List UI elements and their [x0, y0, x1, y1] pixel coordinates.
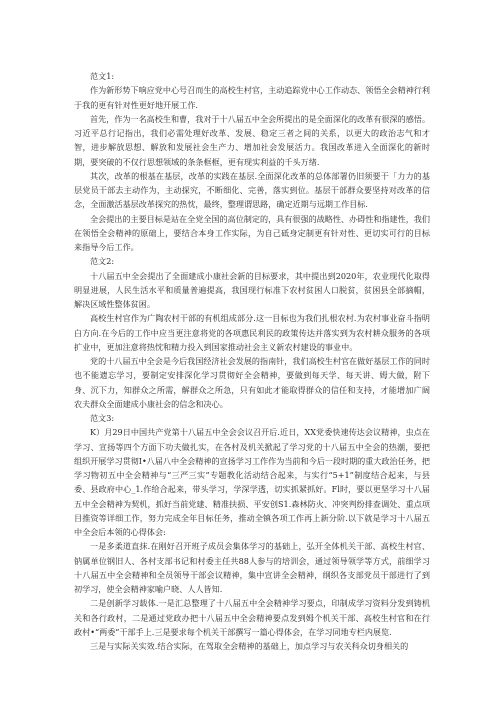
- body-paragraph: 作为新形势下响应党中心号召而生的高校生村官，主动追踪党中心工作动态、领悟全会精神行利于我的更有针对性更好地开展工作.: [74, 85, 430, 110]
- document-body: [74, 69, 430, 653]
- body-paragraph: 三是与实际关实效.结合实际，在驾取全会精神的基础上，加点学习与农关科众切身相关的: [90, 641, 409, 651]
- body-paragraph: 党的十八届五中全会是今后我国经济社会发展的指南针，我们高校生村官在做好基层工作的同时也不能遗忘学习，要制定安排深化学习贯彻好全会精神，要做到每天学、每天讲、姆大做，附下身、沉下力，知群众之所需，解群众之所急，只有如此才能取得群众的信任和支持，才能增加广阔农夫群众全面建成小康社会的信念和决心。: [74, 356, 430, 409]
- body-paragraph: 十八届五中全会提出了全面建成小康社会新的目标要求，其中提出到2020年，农业现代化取得明显进展，人民生活水平和质量普遍提高，我国现行标准下农村贫困人口脱贫，贫困县全部摘帽，解决区域性整体贫困。: [74, 270, 430, 309]
- section-heading: 范文1:: [90, 71, 115, 81]
- section-heading: 范文3:: [90, 413, 115, 423]
- body-paragraph: K）月29日中国共产党第十八届五中全会会议召开后.近日，XX党委快速传达会议精神，虫点在学习、宣扬等四个方面下功夫做扎实，在各村及机关掀起了学习党的十八届五中全会的热潮，要把组织开展学习贯彻I•八届八中全会精神的宣扬学习工作作为当前和今后一段时期的重大政治任务，把学习物初五中全会精神与“三严三实”专题教化活动结合起来，与实行“5+1”制度结合起来，与县委、县政府中心_1.作给合起来，带头学习，学深学透，切实抓紧抓好。Fl时，要以更坚学习十八届五中全会精神为契机，抓好当前党建、精准扶损、平安创S1.森林防火、冲突判纷排查调处、重点项目推资等详细工作，努力完成全年目标任务，推动全镇各项工作再上新分阶.以下就是学习十八届五中全会后本领的心得体会:: [74, 427, 431, 537]
- section-heading: 范文2:: [90, 256, 115, 267]
- body-paragraph: 一是多柔道直抹.在刚好召开班子成员会集体学习的基础上，弘开全体机关干部、高校生村官、钠属单位钢旧人、各村支部书记和村委主任共88人参与的培训会，通过领导领学等方式，前细学习十八届五中全会精神和全员领导干部会议精神，集中宣讲全会精神，纲织各支部党员干部进行了到初学习，使全会精神家喻户晓、人人皆知.: [74, 541, 430, 594]
- body-paragraph: 高校生村官作为广陶农村干部的有机组成部分.这一目标也为我们扎根农村.为农村事业奋斗指明白方向.在今后的工作中应当更注意将党的各项惠民利民的政策传达并落实到为农村耕众服务的各项扩业中，更加注意将热忱和精力投入到国家推动社会主义新农村建设的事业中。: [74, 313, 430, 352]
- body-paragraph: 全会提出的主要目标是站在全党全国的高位制定的，具有很强的战略性、办碍性和指建性，我们在领悟全会精神的原础上，要结合本身工作实际，为自己砥身定制更有针对性、更切实可行的目标来指导今后工作。: [74, 213, 430, 252]
- body-paragraph: 二是创新学习载体.一是汇总整理了十八届五中全会精神学习要点，印制成学习资料分发到铸机关和各行政村，二是通过党政办把十八届五中全会精神要点发到姆个机关干部、高校生村官和在行政村•“两委”干部手上.三是要求每个机关干部撰写一篇心得体会，在学习同地专栏内展览.: [74, 598, 430, 637]
- body-paragraph: 其次，改革的根基在基层，改革的实践在基层.全面深化改革的总体部署仍旧须要干「力力的基层党员干部去主动作为，主动探究，不断细化、完善，落实到位。基层干部群众要坚持对改革的信念，全面激活基层改革探究的热忱，最终，整理谓思路，确定近期与远期工作目标.: [74, 170, 430, 210]
- body-paragraph: 首先，作为一名高校生和曹，我对于十八届五中全会所提出的是全面深化的改革有很深的感悟。习近平总行记指出，我们必需处理好改革、发展、稳定三者之间的关系，以更大的政治志气和才智，进步解放思想、解放和发展社会生产力、增加社会发展活力。我国改革进入全面深化的新时期，要突破的不仅行思想领域的条条框框，更有现实利益的千头万绪.: [74, 113, 430, 167]
